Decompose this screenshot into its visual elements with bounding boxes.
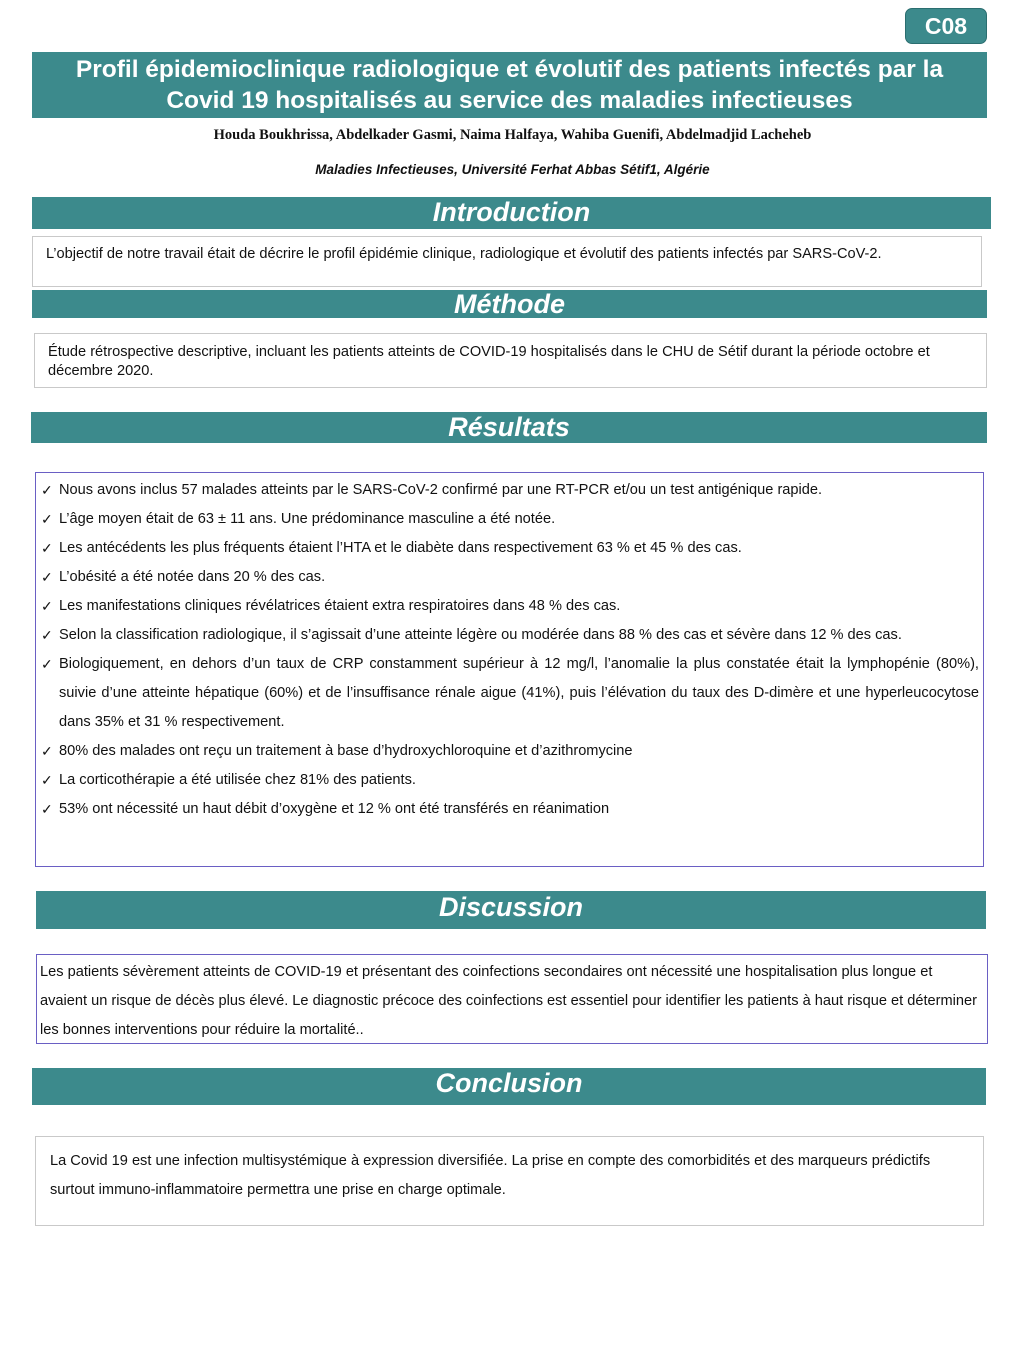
conclusion-box (35, 1136, 984, 1226)
methode-box (34, 333, 987, 388)
check-icon: ✓ (41, 540, 53, 556)
introduction-heading: Introduction (32, 197, 991, 229)
result-item-text: L’âge moyen était de 63 ± 11 ans. Une prédominance masculine a été notée. (59, 511, 556, 527)
result-item (39, 534, 979, 563)
check-icon: ✓ (41, 569, 53, 585)
conclusion-heading: Conclusion (32, 1068, 986, 1105)
result-item (39, 476, 979, 505)
conclusion-text: La Covid 19 est une infection multisystémique à expression diversifiée. La prise en compte des comorbidités et des marqueurs prédictifs surtout immuno-inflammatoire permettra une prise en charge optimale. (50, 1153, 931, 1198)
discussion-box (36, 954, 988, 1044)
poster-title-line-1: Profil épidemioclinique radiologique et évolutif des patients infectés par la (75, 56, 944, 83)
discussion-heading: Discussion (36, 891, 986, 929)
check-icon: ✓ (41, 743, 53, 759)
methode-text: Étude rétrospective descriptive, incluant les patients atteints de COVID-19 hospitalisés dans le CHU de Sétif durant la période octobre et décembre 2020. (48, 344, 930, 379)
methode-heading: Méthode (32, 290, 987, 318)
check-icon: ✓ (41, 482, 53, 498)
check-icon: ✓ (41, 511, 53, 527)
check-icon: ✓ (41, 801, 53, 817)
result-item-text: Selon la classification radiologique, il s’agissait d’une atteinte légère ou modérée dans 88 % des cas et sévère dans 12 % des cas. (59, 627, 902, 643)
result-item (39, 621, 979, 650)
resultats-heading: Résultats (31, 412, 987, 443)
check-icon: ✓ (41, 772, 53, 788)
result-item-text: Nous avons inclus 57 malades atteints par le SARS-CoV-2 confirmé par une RT-PCR et/ou un test antigénique rapide. (59, 482, 823, 498)
check-icon: ✓ (41, 656, 53, 672)
result-item-text: 53% ont nécessité un haut débit d’oxygène et 12 % ont été transférés en réanimation (59, 801, 610, 817)
result-item-text: 80% des malades ont reçu un traitement à base d’hydroxychloroquine et d’azithromycine (59, 743, 633, 759)
result-item-text: Biologiquement, en dehors d’un taux de CRP constamment supérieur à 12 mg/l, l’anomalie la plus constatée était la lymphopénie (80%), suivie d’une atteinte hépatique (60%) et de l’insuffisance rénale aigue (41%), puis l’élévation du taux des D-dimère et une hyperleucocytose dans 35% et 31 % respectivement. (59, 656, 979, 730)
poster-code-badge: C08 (905, 8, 987, 44)
result-item (39, 766, 979, 795)
authors: Houda Boukhrissa, Abdelkader Gasmi, Naima Halfaya, Wahiba Guenifi, Abdelmadjid Lacheheb (213, 127, 812, 143)
introduction-text: L’objectif de notre travail était de décrire le profil épidémie clinique, radiologique et évolutif des patients infectés par SARS-CoV-2. (46, 246, 882, 262)
poster-title-line-2: Covid 19 hospitalisés au service des maladies infectieuses (166, 87, 853, 114)
check-icon: ✓ (41, 627, 53, 643)
result-item (39, 650, 979, 737)
result-item-text: Les manifestations cliniques révélatrices étaient extra respiratoires dans 48 % des cas. (59, 598, 621, 614)
result-item (39, 737, 979, 766)
introduction-box (32, 236, 982, 287)
result-item-text: La corticothérapie a été utilisée chez 81% des patients. (59, 772, 416, 788)
result-item-text: L’obésité a été notée dans 20 % des cas. (59, 569, 326, 585)
result-item (39, 563, 979, 592)
results-list (39, 476, 979, 824)
result-item (39, 795, 979, 824)
resultats-box (35, 472, 984, 867)
check-icon: ✓ (41, 598, 53, 614)
result-item-text: Les antécédents les plus fréquents étaient l’HTA et le diabète dans respectivement 63 % et 45 % des cas. (59, 540, 742, 556)
result-item (39, 592, 979, 621)
result-item (39, 505, 979, 534)
discussion-text: Les patients sévèrement atteints de COVID-19 et présentant des coinfections secondaires ont nécessité une hospitalisation plus longue et avaient un risque de décès plus élevé. Le diagnostic précoce des coinfections est essentiel pour identifier les patients à haut risque et déterminer les bonnes interventions pour réduire la mortalité.. (40, 964, 977, 1038)
affiliation: Maladies Infectieuses, Université Ferhat Abbas Sétif1, Algérie (315, 162, 710, 177)
poster-title (32, 52, 987, 118)
